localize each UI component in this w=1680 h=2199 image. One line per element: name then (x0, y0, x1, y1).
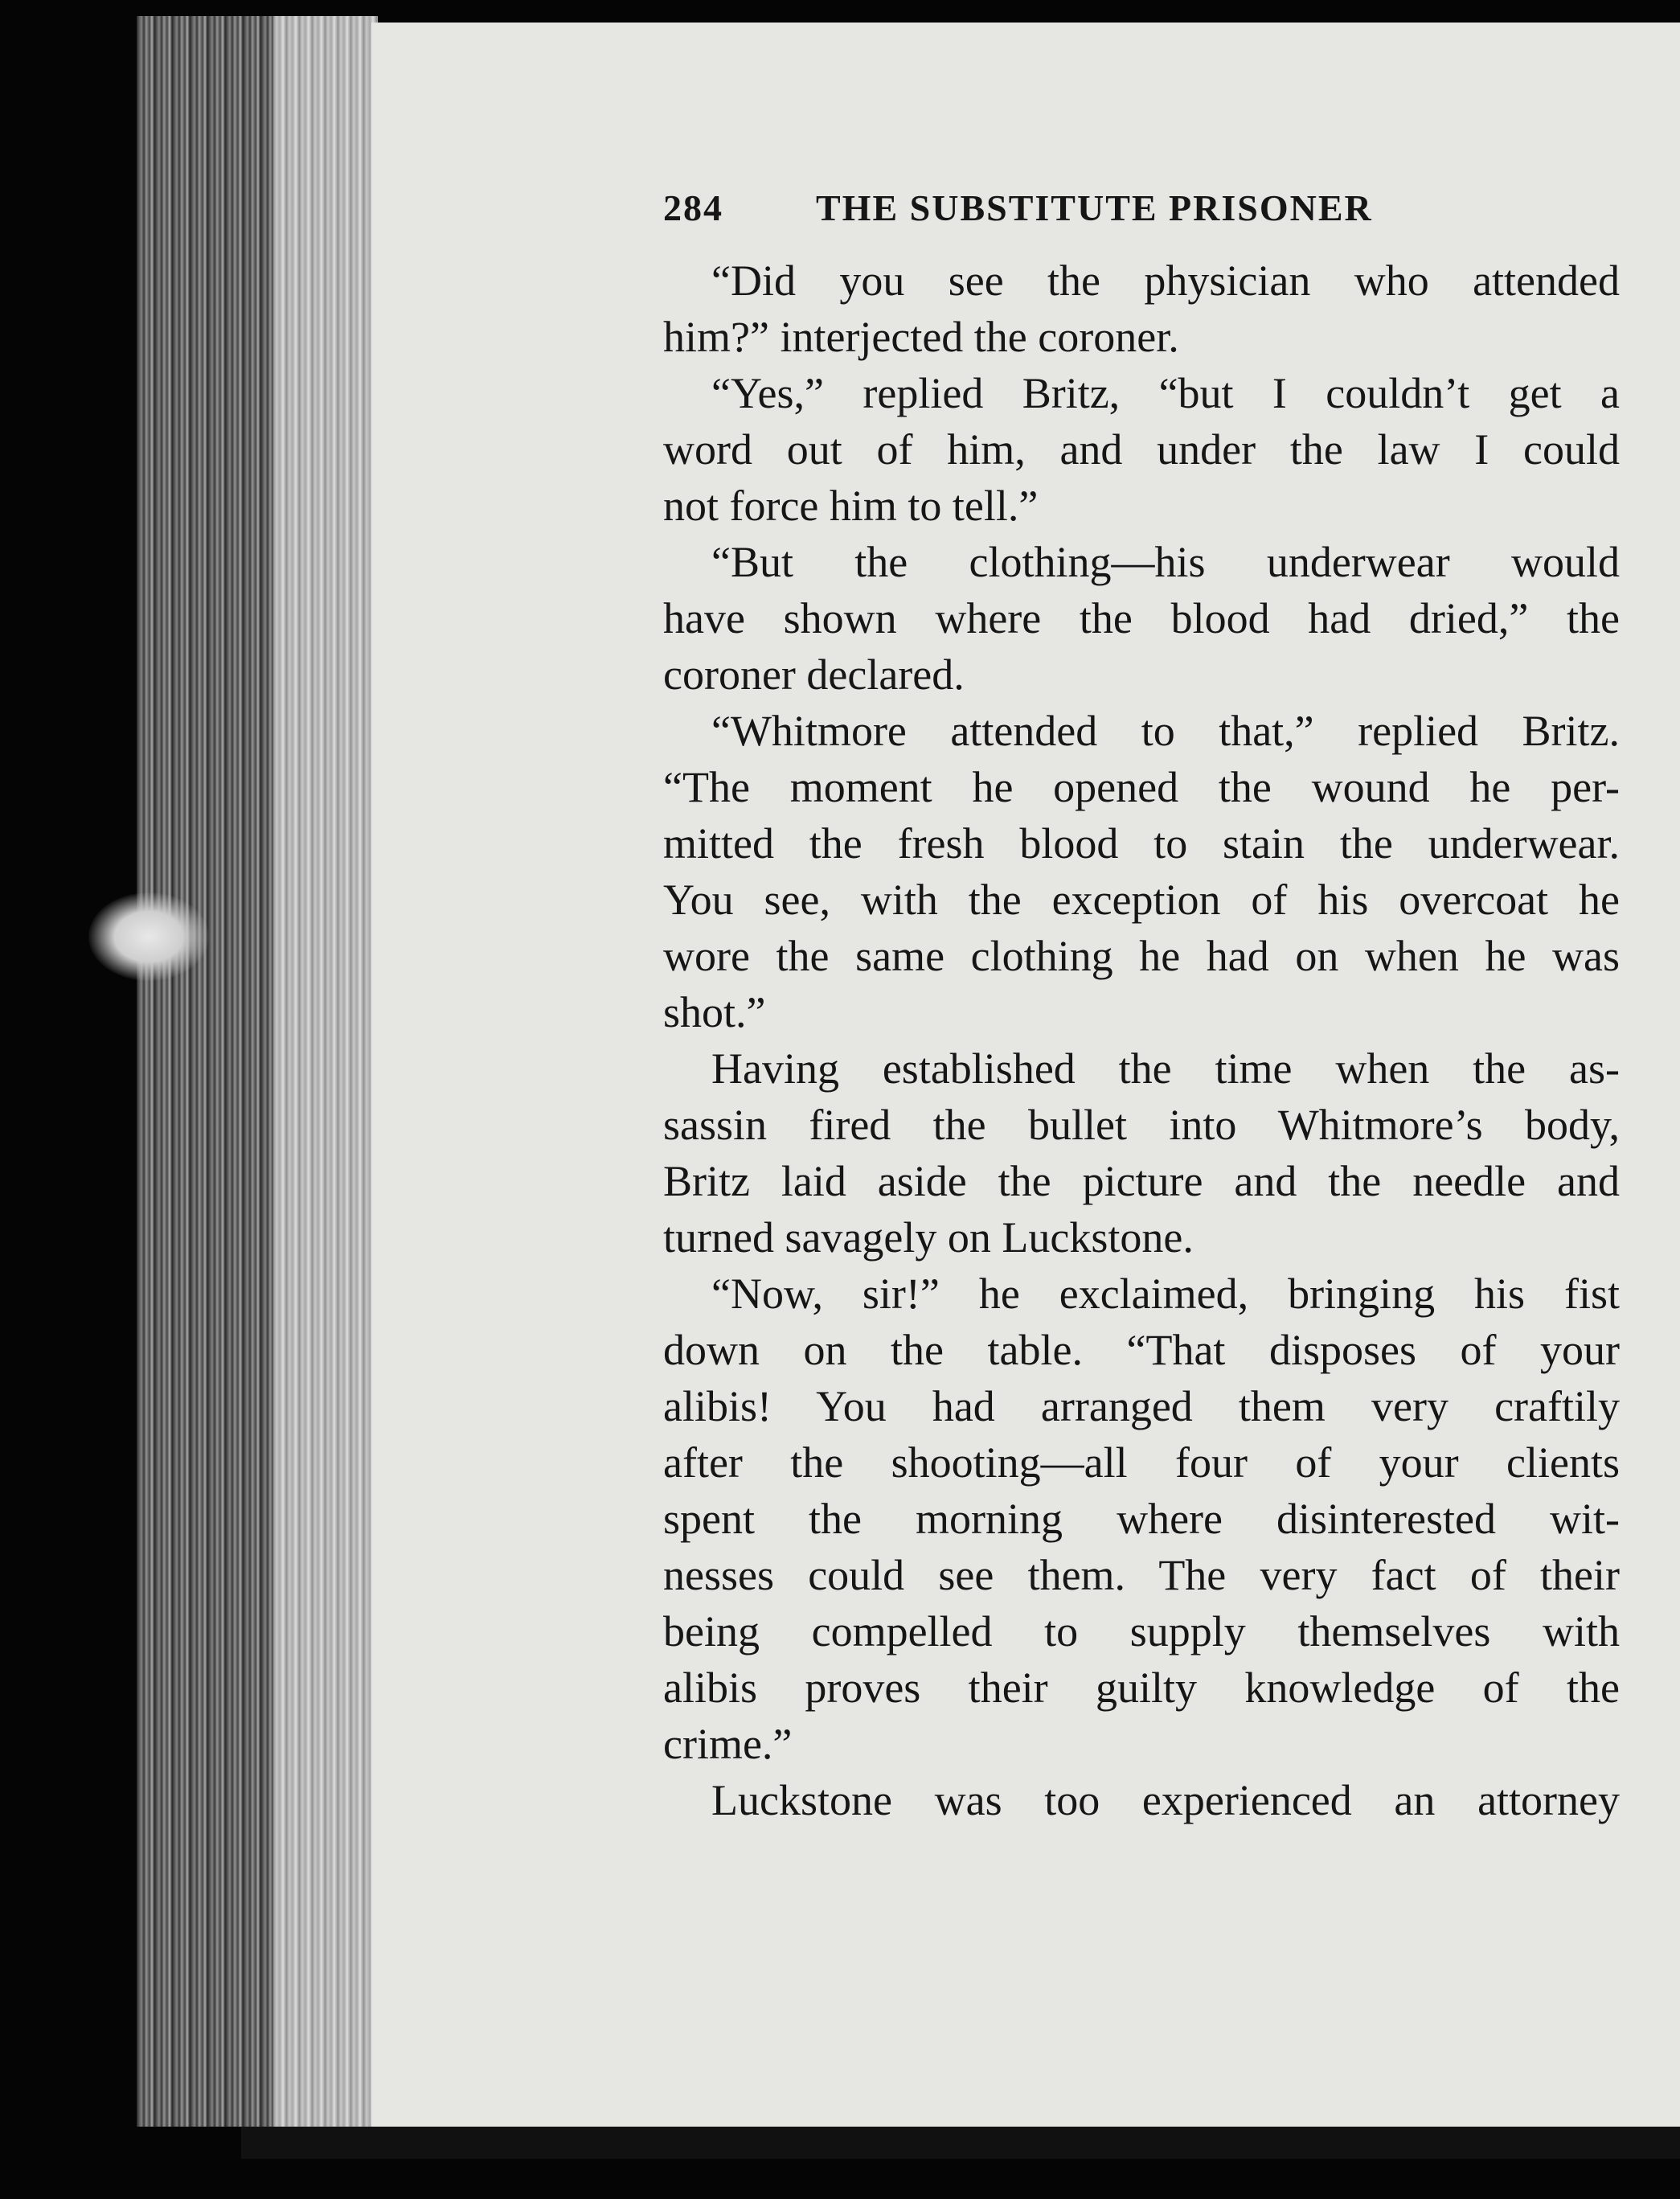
text-line: turned savagely on Luckstone. (663, 1213, 1194, 1262)
text-line: crime.” (663, 1720, 793, 1768)
book-bottom-edge (241, 2127, 1680, 2159)
book-page-edge-inner (273, 16, 378, 2127)
page-number: 284 (663, 187, 723, 228)
text-line: “The moment he opened the wound he per- (663, 763, 1620, 811)
paragraph (663, 1266, 1620, 1772)
text-line: spent the morning where disinterested wit- (663, 1495, 1620, 1543)
paragraph (663, 1040, 1620, 1266)
text-line: him?” interjected the coroner. (663, 313, 1179, 361)
text-line: shot.” (663, 988, 766, 1036)
running-head (663, 187, 1620, 243)
text-line: have shown where the blood had dried,” the (663, 594, 1620, 642)
running-title: THE SUBSTITUTE PRISONER (816, 187, 1373, 228)
text-line: down on the table. “That disposes of your (663, 1326, 1620, 1374)
body-text (663, 252, 1620, 1828)
text-line: Having established the time when the as- (711, 1044, 1620, 1093)
text-line: being compelled to supply themselves with (663, 1607, 1620, 1655)
text-line: Luckstone was too experienced an attorney (711, 1776, 1620, 1824)
text-line: “But the clothing—his underwear would (711, 538, 1620, 586)
text-line: alibis proves their guilty knowledge of the (663, 1664, 1620, 1712)
paragraph (663, 703, 1620, 1040)
text-line: wore the same clothing he had on when he was (663, 932, 1620, 980)
text-line: “Did you see the physician who attended (711, 256, 1620, 305)
text-line: word out of him, and under the law I could (663, 425, 1620, 474)
text-line: “Now, sir!” he exclaimed, bringing his fist (711, 1270, 1620, 1318)
paragraph (663, 534, 1620, 703)
text-line: You see, with the exception of his overcoat he (663, 876, 1620, 924)
text-line: nesses could see them. The very fact of their (663, 1551, 1620, 1599)
text-line: “Whitmore attended to that,” replied Britz. (711, 707, 1620, 755)
paragraph (663, 1772, 1620, 1828)
text-line: after the shooting—all four of your clients (663, 1438, 1620, 1487)
paper-blemish (88, 892, 209, 981)
text-line: coroner declared. (663, 650, 965, 699)
paragraph (663, 365, 1620, 534)
paragraph (663, 252, 1620, 365)
text-line: alibis! You had arranged them very craftily (663, 1382, 1620, 1430)
text-line: mitted the fresh blood to stain the underwear. (663, 819, 1620, 868)
page-text-block (663, 187, 1620, 1828)
text-line: not force him to tell.” (663, 482, 1039, 530)
text-line: sassin fired the bullet into Whitmore’s body, (663, 1101, 1620, 1149)
text-line: “Yes,” replied Britz, “but I couldn’t get a (711, 369, 1620, 417)
text-line: Britz laid aside the picture and the needle and (663, 1157, 1620, 1205)
